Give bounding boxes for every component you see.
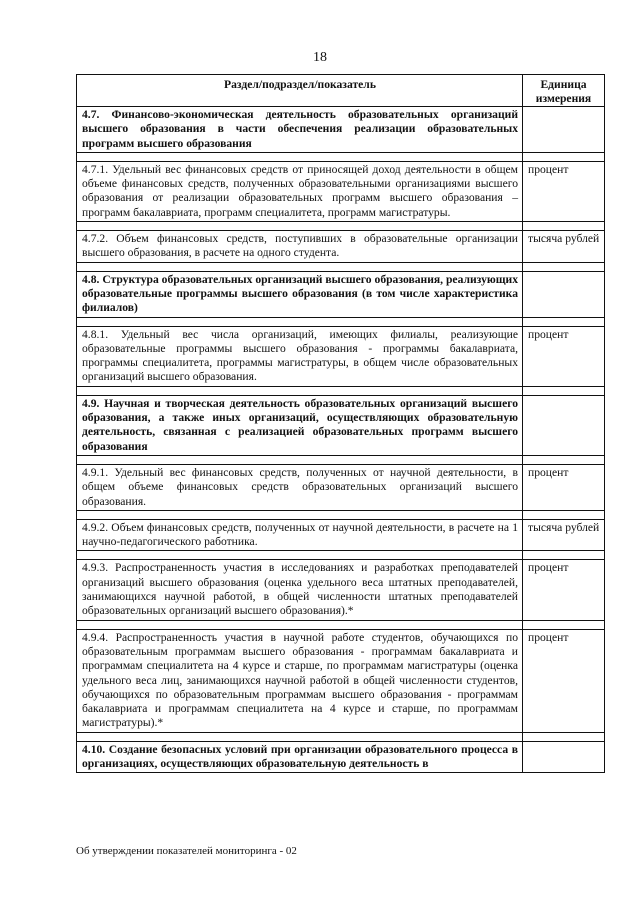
unit-cell: процент bbox=[523, 464, 605, 510]
unit-cell bbox=[523, 107, 605, 153]
section-title: 4.8. Структура образовательных организаций высшего образования, реализующих образовательные программы высшего образования (в том числе характеристика филиалов) bbox=[77, 271, 523, 317]
section-row bbox=[77, 107, 605, 153]
spacer-cell bbox=[77, 262, 523, 271]
row-spacer bbox=[77, 317, 605, 326]
indicator-text: 4.9.3. Распространенность участия в исследованиях и разработках преподавателей организаций высшего образования (оценка удельного веса штатных преподавателей, занимающихся научной работой, в общей численности штатных преподавателей образовательных организаций высшего образования).* bbox=[77, 560, 523, 620]
row-spacer bbox=[77, 620, 605, 629]
unit-cell bbox=[523, 271, 605, 317]
spacer-cell bbox=[523, 317, 605, 326]
spacer-cell bbox=[77, 510, 523, 519]
spacer-cell bbox=[523, 386, 605, 395]
table-header-row bbox=[77, 75, 605, 107]
row-spacer bbox=[77, 551, 605, 560]
spacer-cell bbox=[77, 455, 523, 464]
unit-cell: процент bbox=[523, 161, 605, 221]
spacer-cell bbox=[77, 551, 523, 560]
spacer-cell bbox=[77, 222, 523, 231]
spacer-cell bbox=[523, 510, 605, 519]
unit-cell: процент bbox=[523, 326, 605, 386]
unit-cell: тысяча рублей bbox=[523, 519, 605, 551]
indicator-row bbox=[77, 560, 605, 620]
section-title: 4.9. Научная и творческая деятельность образовательных организаций высшего образования, а также иных организаций, осуществляющих образовательную деятельность, связанная с реализацией образовательных программ высшего образования bbox=[77, 395, 523, 455]
indicator-text: 4.9.2. Объем финансовых средств, полученных от научной деятельности, в расчете на 1 научно-педагогического работника. bbox=[77, 519, 523, 551]
indicator-text: 4.7.1. Удельный вес финансовых средств от приносящей доход деятельности в общем объеме финансовых средств, полученных образовательными организациями высшего образования от реализации образовательных программ высшего образования – программ бакалавриата, программ специалитета, программ магистратуры. bbox=[77, 161, 523, 221]
spacer-cell bbox=[523, 222, 605, 231]
unit-cell bbox=[523, 741, 605, 773]
spacer-cell bbox=[523, 262, 605, 271]
row-spacer bbox=[77, 455, 605, 464]
row-spacer bbox=[77, 732, 605, 741]
indicator-row bbox=[77, 231, 605, 263]
section-row bbox=[77, 395, 605, 455]
spacer-cell bbox=[77, 732, 523, 741]
section-title: 4.10. Создание безопасных условий при организации образовательного процесса в организациях, осуществляющих образовательную деятельность в bbox=[77, 741, 523, 773]
section-row bbox=[77, 271, 605, 317]
indicator-row bbox=[77, 464, 605, 510]
row-spacer bbox=[77, 262, 605, 271]
indicator-text: 4.8.1. Удельный вес числа организаций, имеющих филиалы, реализующие образовательные программы высшего образования - программы бакалавриата, программы специалитета, программы магистратуры, в общем числе образовательных организаций высшего образования. bbox=[77, 326, 523, 386]
spacer-cell bbox=[523, 620, 605, 629]
page-number: 18 bbox=[313, 50, 327, 65]
header-unit-column: Единица измерения bbox=[523, 75, 605, 107]
indicator-row bbox=[77, 326, 605, 386]
unit-cell: тысяча рублей bbox=[523, 231, 605, 263]
row-spacer bbox=[77, 222, 605, 231]
spacer-cell bbox=[523, 551, 605, 560]
indicator-row bbox=[77, 519, 605, 551]
table-body bbox=[77, 107, 605, 773]
header-section-column: Раздел/подраздел/показатель bbox=[77, 75, 523, 107]
footer-text: Об утверждении показателей мониторинга - 02 bbox=[76, 845, 297, 857]
spacer-cell bbox=[77, 317, 523, 326]
section-title: 4.7. Финансово-экономическая деятельность образовательных организаций высшего образования в части обеспечения реализации образовательных программ высшего образования bbox=[77, 107, 523, 153]
indicators-table bbox=[76, 74, 605, 773]
section-row bbox=[77, 741, 605, 773]
spacer-cell bbox=[77, 152, 523, 161]
spacer-cell bbox=[523, 732, 605, 741]
unit-cell: процент bbox=[523, 560, 605, 620]
spacer-cell bbox=[77, 620, 523, 629]
indicator-row bbox=[77, 629, 605, 732]
spacer-cell bbox=[523, 455, 605, 464]
unit-cell: процент bbox=[523, 629, 605, 732]
unit-cell bbox=[523, 395, 605, 455]
indicator-text: 4.9.4. Распространенность участия в научной работе студентов, обучающихся по образовательным программам высшего образования - программам бакалавриата и программам специалитета на 4 курсе и старше, по программам магистратуры (оценка удельного веса лиц, занимающихся научной работой в общей численности студентов, обучающихся по образовательным программам высшего образования - программам бакалавриата и программам специалитета на 4 курсе и старше, по программам магистратуры).* bbox=[77, 629, 523, 732]
indicator-text: 4.9.1. Удельный вес финансовых средств, полученных от научной деятельности, в общем объеме финансовых средств образовательных организаций высшего образования. bbox=[77, 464, 523, 510]
row-spacer bbox=[77, 510, 605, 519]
spacer-cell bbox=[77, 386, 523, 395]
row-spacer bbox=[77, 386, 605, 395]
spacer-cell bbox=[523, 152, 605, 161]
indicator-text: 4.7.2. Объем финансовых средств, поступивших в образовательные организации высшего образования, в расчете на одного студента. bbox=[77, 231, 523, 263]
row-spacer bbox=[77, 152, 605, 161]
indicator-row bbox=[77, 161, 605, 221]
